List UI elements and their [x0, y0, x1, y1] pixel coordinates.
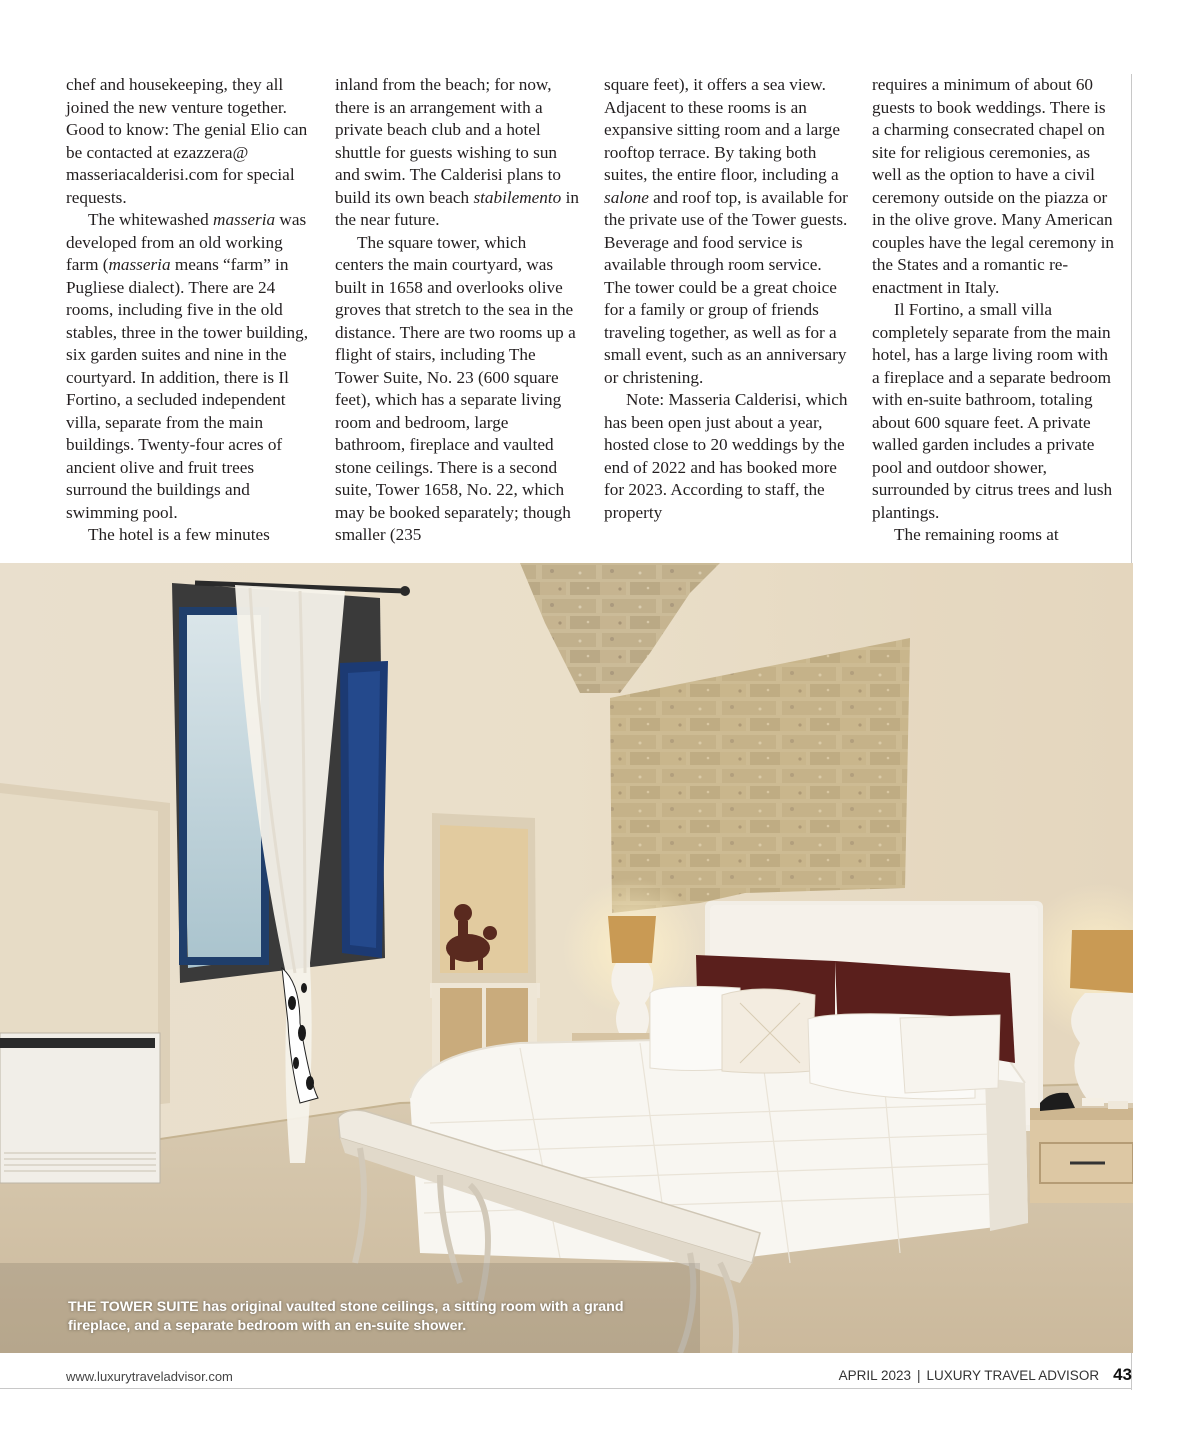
col4-paragraph-2: Il Fortino, a small villa completely separate from the main hotel, has a large living room with a fireplace and a separate bedroom with en-suite bathroom, totaling about 600 square feet. A private walled garden includes a private pool and outdoor shower, surrounded by citrus trees and lush plantings.	[872, 300, 1113, 522]
col2-paragraph-1	[335, 74, 579, 232]
photo-caption	[68, 1298, 628, 1336]
footer-website[interactable]: www.luxurytraveladvisor.com	[66, 1369, 233, 1384]
footer-rule	[0, 1388, 1132, 1389]
bedroom-illustration	[0, 563, 1133, 1353]
col4-paragraph-1: requires a minimum of about 60 guests to book weddings. There is a charming consecrated chapel on site for religious ceremonies, as well as the option to have a civil ceremony outside on the piazza or in the olive grove. Many American couples have the legal ceremony in the States and a romantic re-enactment in Italy.	[872, 75, 1114, 297]
col4-paragraph-3: The remaining rooms at	[894, 525, 1059, 544]
col1-p2-text-b: was developed from an old working farm (	[66, 210, 307, 274]
footer-issue-date: APRIL 2023	[838, 1368, 911, 1383]
caption-lead-in: THE TOWER SUITE	[68, 1299, 199, 1315]
col1-paragraph-3: The hotel is a few minutes	[88, 525, 270, 544]
page-number: 43	[1113, 1365, 1132, 1384]
col2-p1-text-a: inland from the beach; for now, there is an arrangement with a private beach club and a hotel shuttle for guests wishing to sun and swim. The Calderisi plans to build its own beach	[335, 75, 561, 207]
tower-suite-photo	[0, 563, 1133, 1353]
col3-p1-italic: salone	[604, 187, 649, 207]
footer-separator: |	[916, 1368, 921, 1383]
col2-p1-italic: stabilemento	[473, 187, 562, 207]
col3-p1-text-b: and roof top, is available for the private use of the Tower guests. Beverage and food service is available through room service. The tower could be a great choice for a family or group of friends traveling together, as well as for a small event, such as an anniversary or christening.	[604, 187, 848, 387]
article-column-2	[335, 74, 579, 547]
col1-p2-text-c: means “farm” in Pugliese dialect). There are 24 rooms, including five in the old stables, three in the tower building, six garden suites and nine in the courtyard. In addition, there is Il Fortino, a secluded independent villa, separate from the main buildings. Twenty-four acres of ancient olive and fruit trees surround the buildings and swimming pool.	[66, 255, 309, 522]
article-column-3	[604, 74, 848, 524]
article-column-4	[872, 74, 1116, 547]
col3-paragraph-1	[604, 74, 848, 389]
caption-text: has original vaulted stone ceilings, a sitting room with a grand fireplace, and a separate bedroom with an en-suite shower.	[68, 1299, 624, 1334]
col3-p1-text-a: square feet), it offers a sea view. Adjacent to these rooms is an expansive sitting room and a large rooftop terrace. By taking both suites, the entire floor, including a	[604, 75, 840, 184]
article-column-1	[66, 74, 310, 547]
col2-p1-text-b: in the near future.	[335, 187, 579, 229]
col1-p2-text-a: The whitewashed	[88, 210, 214, 229]
col1-paragraph-2	[66, 209, 310, 524]
footer-publication-name: LUXURY TRAVEL ADVISOR	[926, 1368, 1100, 1383]
col1-paragraph-1: chef and housekeeping, they all joined the new venture together. Good to know: The genial Elio can be contacted at ezazzera@ masseriacalderisi.com for special requests.	[66, 75, 308, 207]
col1-p2-italic-1: masseria	[213, 210, 276, 229]
col2-paragraph-2: The square tower, which centers the main courtyard, was built in 1658 and overlooks olive groves that stretch to the sea in the distance. There are two rooms up a flight of stairs, including The Tower Suite, No. 23 (600 square feet), which has a separate living room and bedroom, large bathroom, fireplace and vaulted stone ceilings. There is a second suite, Tower 1658, No. 22, which may be booked separately; though smaller (235	[335, 232, 576, 544]
col1-p2-italic-2: masseria	[108, 255, 171, 274]
footer-folio	[839, 1365, 1132, 1385]
col3-paragraph-2: Note: Masseria Calderisi, which has been open just about a year, hosted close to 20 weddings by the end of 2022 and has booked more for 2023. According to staff, the property	[604, 390, 848, 522]
